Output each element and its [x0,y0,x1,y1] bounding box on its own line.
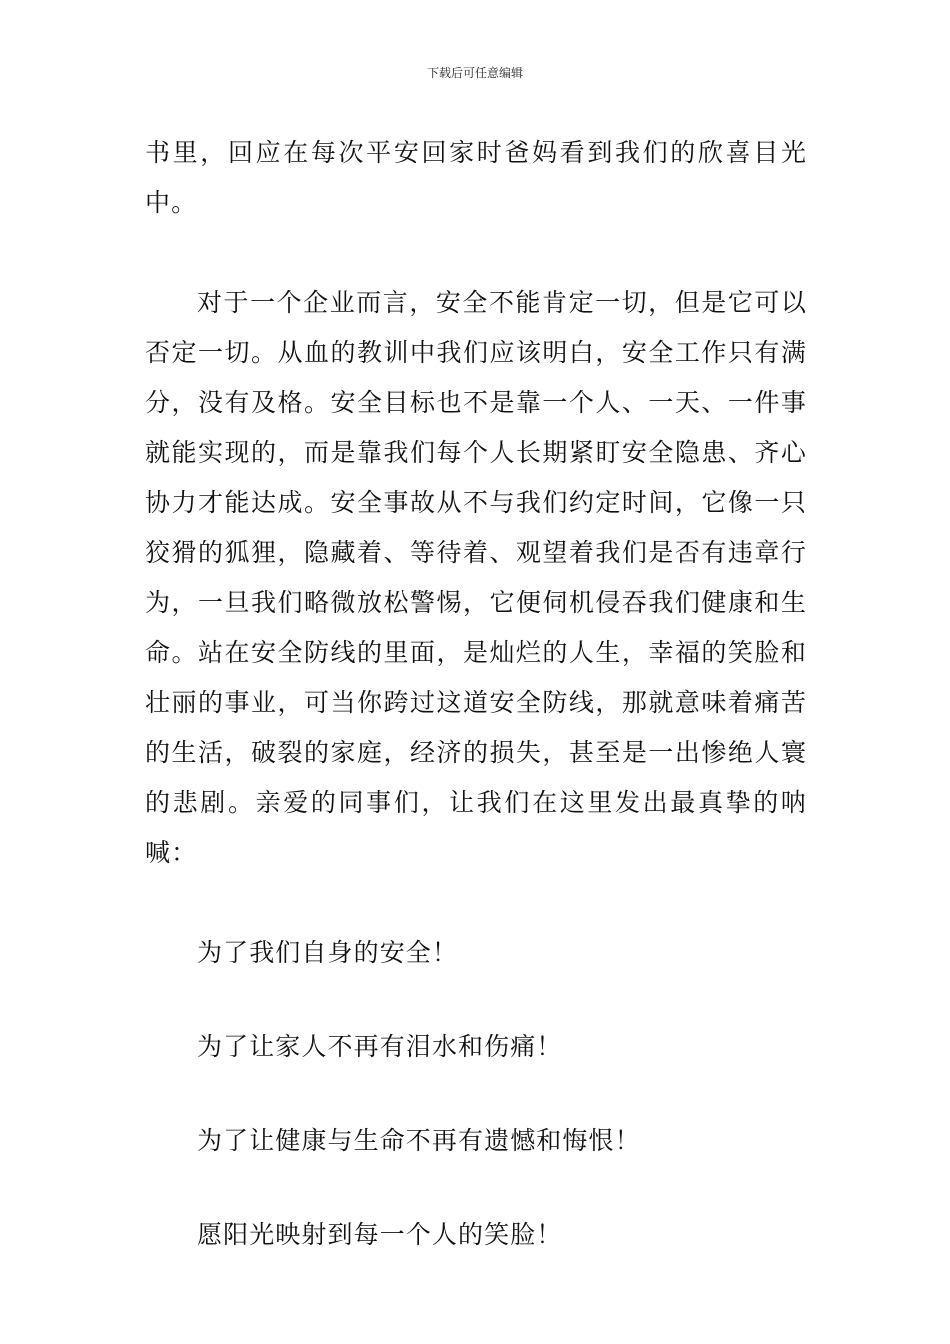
paragraph-continuation: 书里，回应在每次平安回家时爸妈看到我们的欣喜目光中。 [145,138,807,217]
slogan-sunshine: 愿阳光映射到每一个人的笑脸！ [197,1220,563,1249]
slogan-family: 为了让家人不再有泪水和伤痛！ [197,1032,563,1061]
document-body [145,128,807,1304]
slogan-health-life: 为了让健康与生命不再有遗憾和悔恨！ [197,1126,641,1155]
slogan-own-safety: 为了我们自身的安全！ [197,938,459,967]
header-note: 下载后可任意编辑 [426,66,523,80]
paragraph-safety-enterprise: 对于一个企业而言，安全不能肯定一切，但是它可以否定一切。从血的教训中我们应该明白，安全工作只有满分，没有及格。安全目标也不是靠一个人、一天、一件事就能实现的，而是靠我们每个人长期紧盯安全隐患、齐心协力才能达成。安全事故从不与我们约定时间，它像一只狡猾的狐狸，隐藏着、等待着、观望着我们是否有违章行为，一旦我们略微放松警惕，它便伺机侵吞我们健康和生命。站在安全防线的里面，是灿烂的人生，幸福的笑脸和壮丽的事业，可当你跨过这道安全防线，那就意味着痛苦的生活，破裂的家庭，经济的损失，甚至是一出惨绝人寰的悲剧。亲爱的同事们，让我们在这里发出最真挚的呐喊： [145,288,807,867]
